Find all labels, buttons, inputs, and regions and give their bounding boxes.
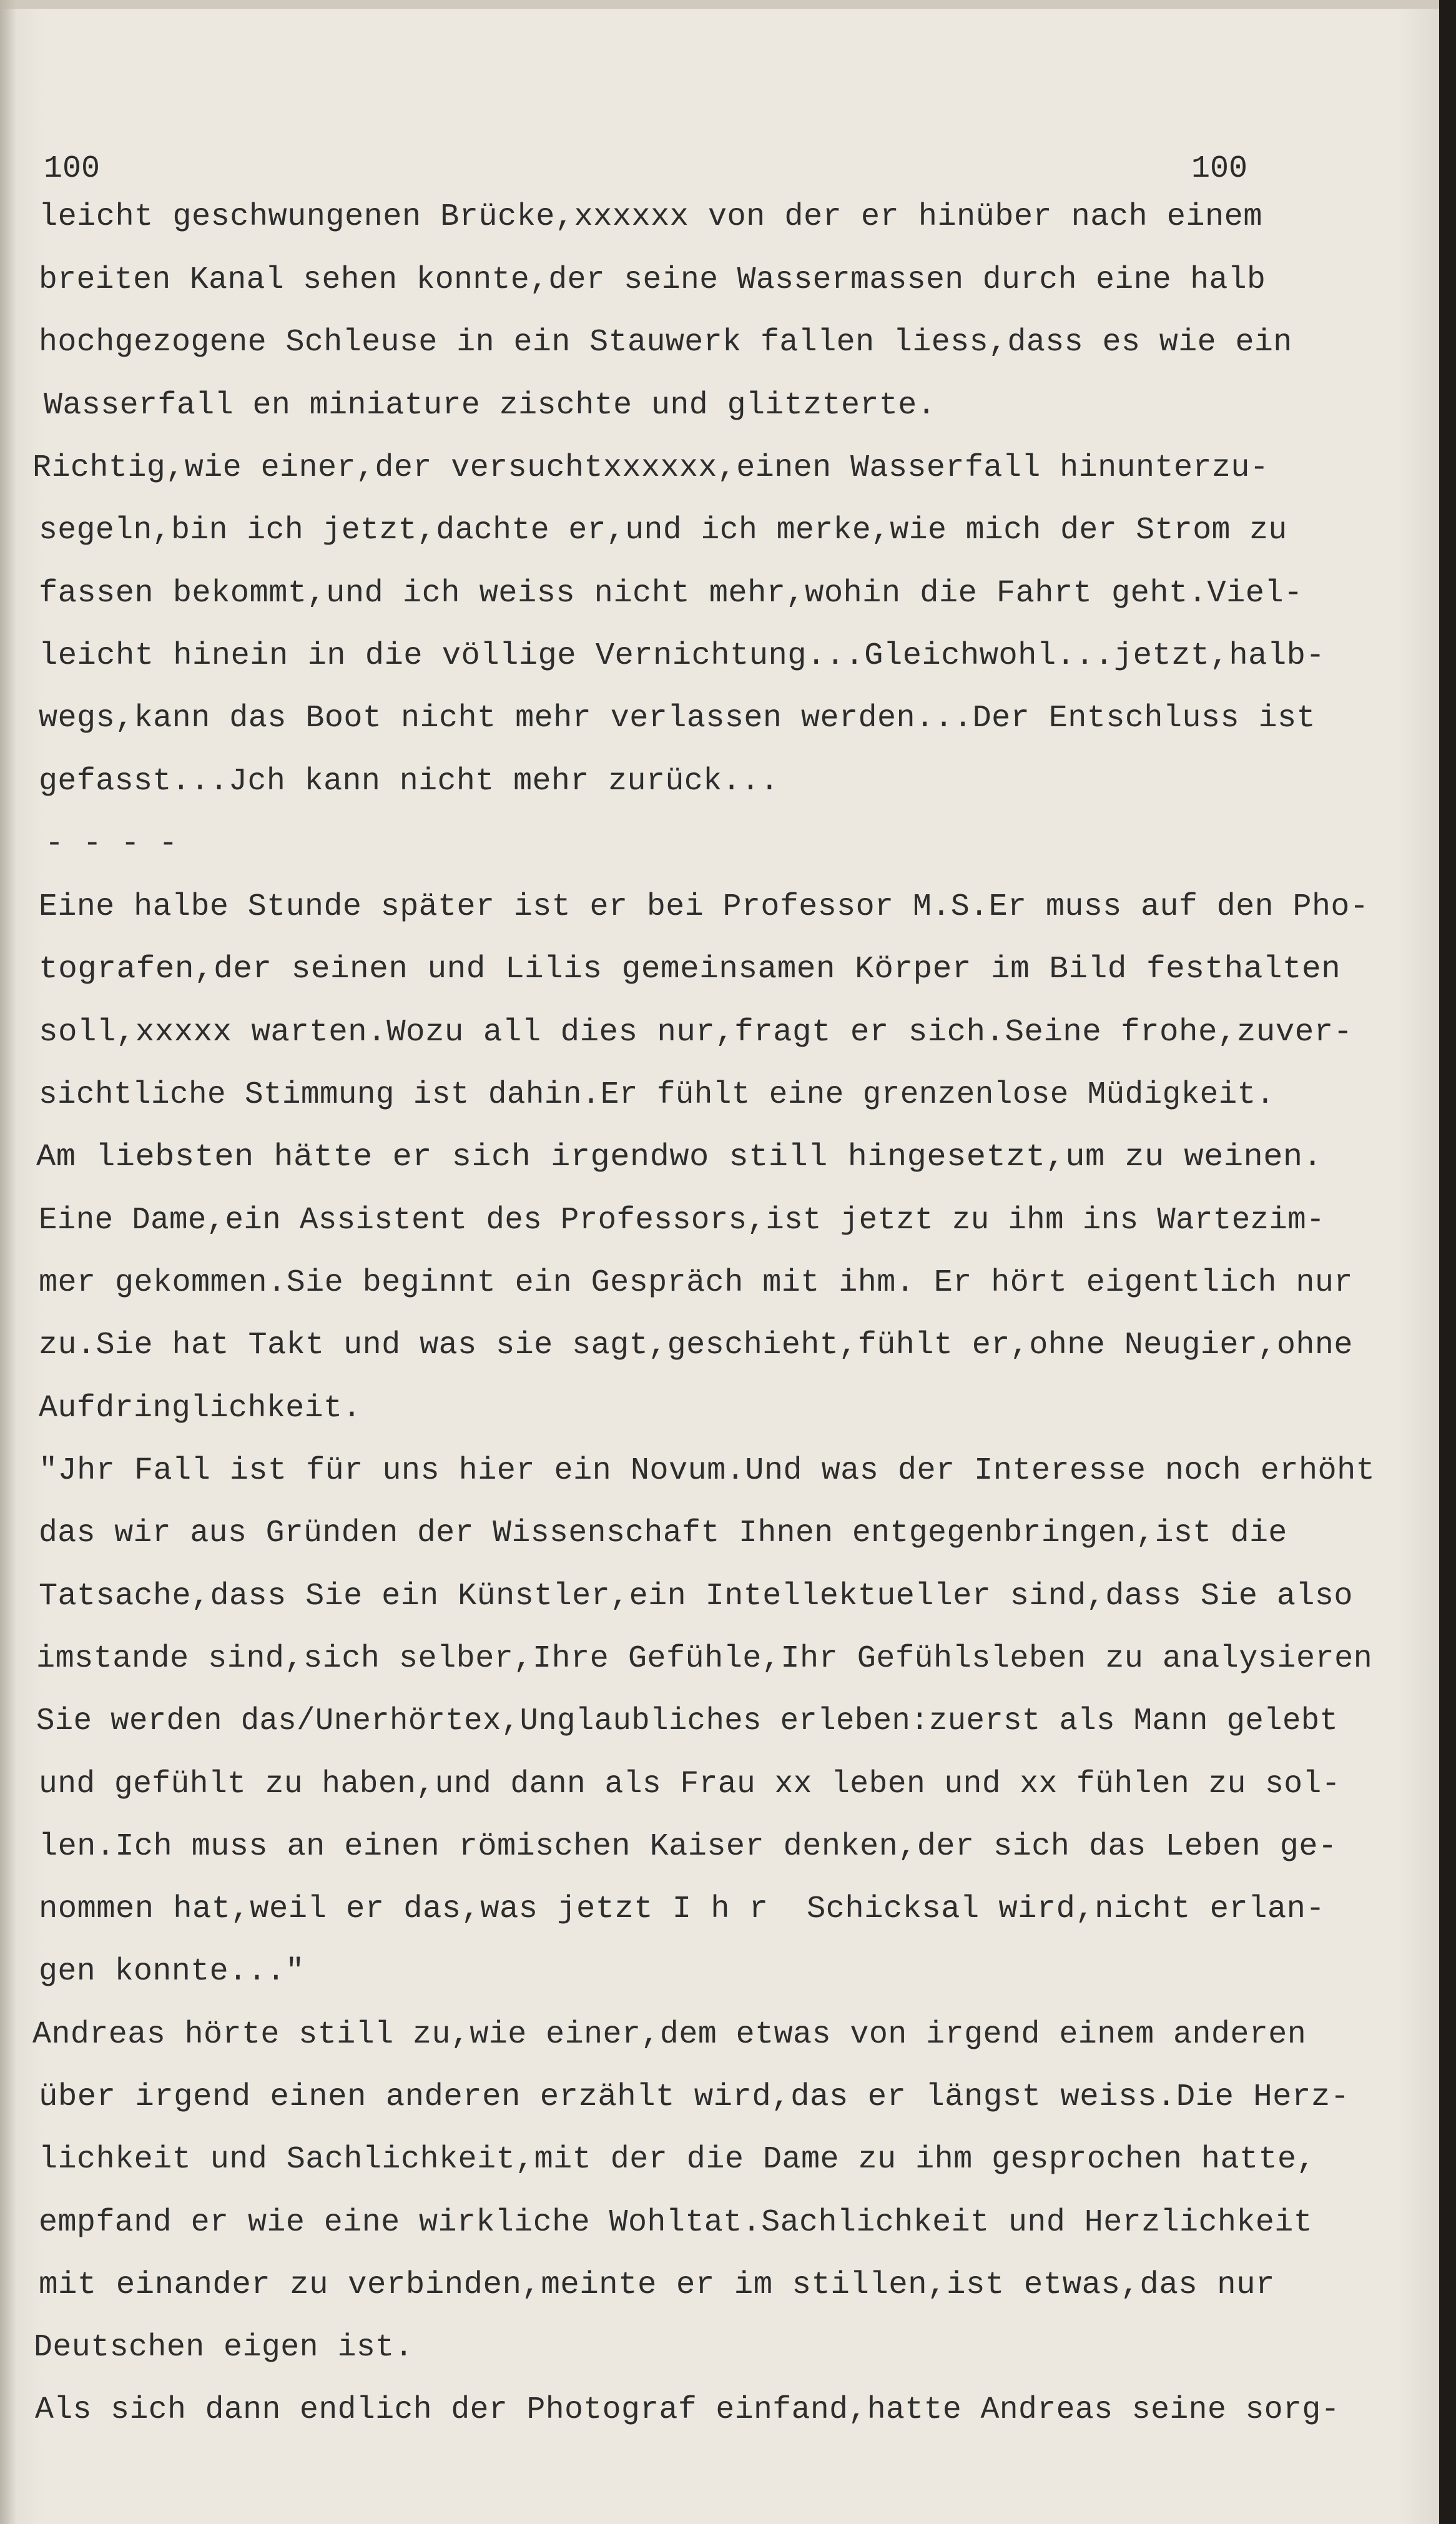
text-line: über irgend einen anderen erzählt wird,das er längst weiss.Die Herz-: [39, 2079, 1350, 2115]
text-line: Andreas hörte still zu,wie einer,dem etwas von irgend einem anderen: [32, 2017, 1307, 2053]
text-line: mer gekommen.Sie beginnt ein Gespräch mit ihm. Er hört eigentlich nur: [39, 1265, 1353, 1301]
page-right-edge: [1439, 0, 1456, 2524]
text-line: len.Ich muss an einen römischen Kaiser denken,der sich das Leben ge-: [39, 1829, 1337, 1865]
text-line: Wasserfall en miniature zischte und glitzterte.: [44, 388, 937, 423]
page-binding-shadow: [0, 0, 16, 2524]
text-line: Deutschen eigen ist.: [34, 2330, 414, 2365]
text-line: Sie werden das/Unerhörtex,Unglaubliches erleben:zuerst als Mann gelebt: [36, 1703, 1339, 1739]
text-line: mit einander zu verbinden,meinte er im stillen,ist etwas,das nur: [39, 2267, 1275, 2303]
page-number-right: 100: [1191, 151, 1248, 187]
text-line: hochgezogene Schleuse in ein Stauwerk fallen liess,dass es wie ein: [39, 325, 1292, 360]
text-line: Am liebsten hätte er sich irgendwo still hingesetzt,um zu weinen.: [36, 1140, 1323, 1175]
text-line: tografen,der seinen und Lilis gemeinsamen Körper im Bild festhalten: [39, 952, 1341, 987]
text-line: lichkeit und Sachlichkeit,mit der die Dame zu ihm gesprochen hatte,: [39, 2142, 1316, 2177]
page-number-left: 100: [44, 151, 101, 187]
text-line: Eine Dame,ein Assistent des Professors,ist jetzt zu ihm ins Wartezim-: [39, 1203, 1325, 1238]
text-line: - - - -: [45, 826, 178, 862]
text-line: sichtliche Stimmung ist dahin.Er fühlt eine grenzenlose Müdigkeit.: [39, 1077, 1275, 1113]
text-line: zu.Sie hat Takt und was sie sagt,geschieht,fühlt er,ohne Neugier,ohne: [39, 1328, 1353, 1363]
text-line: Richtig,wie einer,der versuchtxxxxxx,einen Wasserfall hinunterzu-: [32, 450, 1269, 486]
text-line: Als sich dann endlich der Photograf einfand,hatte Andreas seine sorg-: [35, 2392, 1340, 2428]
text-line: breiten Kanal sehen konnte,der seine Wassermassen durch eine halb: [39, 262, 1266, 298]
text-line: das wir aus Gründen der Wissenschaft Ihnen entgegenbringen,ist die: [39, 1516, 1287, 1551]
text-line: soll,xxxxx warten.Wozu all dies nur,fragt er sich.Seine frohe,zuver-: [39, 1015, 1353, 1050]
text-line: Tatsache,dass Sie ein Künstler,ein Intellektueller sind,dass Sie also: [39, 1579, 1353, 1614]
text-line: nommen hat,weil er das,was jetzt I h r Schicksal wird,nicht erlan-: [39, 1891, 1326, 1927]
text-line: und gefühlt zu haben,und dann als Frau xx leben und xx fühlen zu sol-: [39, 1767, 1340, 1802]
text-line: segeln,bin ich jetzt,dachte er,und ich merke,wie mich der Strom zu: [39, 513, 1287, 548]
text-line: gefasst...Jch kann nicht mehr zurück...: [39, 764, 779, 799]
page-top-edge: [0, 0, 1439, 9]
text-line: fassen bekommt,und ich weiss nicht mehr,wohin die Fahrt geht.Viel-: [39, 576, 1303, 611]
text-line: gen konnte...": [39, 1954, 305, 1989]
text-line: Eine halbe Stunde später ist er bei Professor M.S.Er muss auf den Pho-: [39, 889, 1369, 925]
text-line: empfand er wie eine wirkliche Wohltat.Sachlichkeit und Herzlichkeit: [39, 2205, 1313, 2241]
text-line: leicht geschwungenen Brücke,xxxxxx von der er hinüber nach einem: [39, 199, 1262, 235]
text-line: Aufdringlichkeit.: [39, 1391, 362, 1426]
text-line: imstande sind,sich selber,Ihre Gefühle,Ihr Gefühlsleben zu analysieren: [36, 1641, 1373, 1677]
text-line: "Jhr Fall ist für uns hier ein Novum.Und was der Interesse noch erhöht: [39, 1453, 1375, 1489]
text-line: wegs,kann das Boot nicht mehr verlassen werden...Der Entschluss ist: [39, 701, 1316, 736]
text-line: leicht hinein in die völlige Vernichtung...Gleichwohl...jetzt,halb-: [39, 638, 1326, 674]
